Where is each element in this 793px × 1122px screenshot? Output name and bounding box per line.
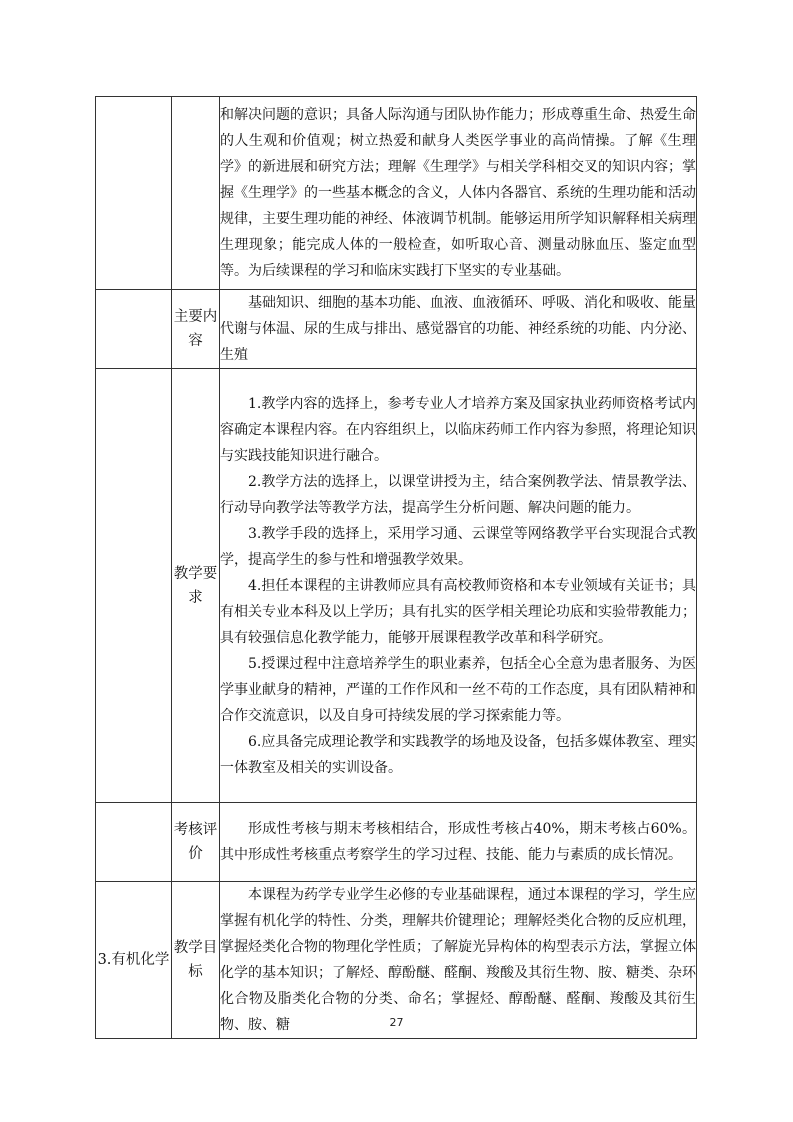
content-cell xyxy=(220,97,697,290)
row-label-main-content: 主要内容 xyxy=(172,290,220,369)
row-label-requirements: 教学要求 xyxy=(172,369,220,803)
table-row-requirements xyxy=(96,369,697,803)
requirement-item: 5.授课过程中注意培养学生的职业素养，包括全心全意为患者服务、为医学事业献身的精神，严谨的工作作风和一丝不苟的工作态度，具有团队精神和合作交流意识，以及自身可持续发展的学习探索能力等。 xyxy=(220,655,696,724)
requirement-item: 3.教学手段的选择上，采用学习通、云课堂等网络教学平台实现混合式教学，提高学生的参与性和增强教学效果。 xyxy=(220,525,696,568)
content-cell xyxy=(220,369,697,803)
requirement-item: 1.教学内容的选择上，参考专业人才培养方案及国家执业药师资格考试内容确定本课程内容。在内容组织上，以临床药师工作内容为参照，将理论知识与实践技能知识进行融合。 xyxy=(220,395,696,464)
goal-continuation-text: 和解决问题的意识；具备人际沟通与团队协作能力；形成尊重生命、热爱生命的人生观和价值观；树立热爱和献身人类医学事业的高尚情操。了解《生理学》的新进展和研究方法；理解《生理学》与相关学科相交叉的知识内容；掌握《生理学》的一些基本概念的含义，人体内各器官、系统的生理功能和活动规律，主要生理功能的神经、体液调节机制。能够运用所学知识解释相关病理生理现象；能完成人体的一般检查，如听取心音、测量动脉血压、鉴定血型等。为后续课程的学习和临床实践打下坚实的专业基础。 xyxy=(220,107,696,279)
subject-cell-empty xyxy=(96,369,172,803)
subject-cell-empty xyxy=(96,97,172,290)
page-number: 27 xyxy=(389,1016,404,1029)
requirement-item: 2.教学方法的选择上，以课堂讲授为主，结合案例教学法、情景教学法、行动导向教学法等教学方法，提高学生分析问题、解决问题的能力。 xyxy=(220,473,696,516)
course-table xyxy=(95,96,697,1039)
subject-cell-empty xyxy=(96,290,172,369)
row-label-teaching-goal: 教学目标 xyxy=(172,882,220,1039)
requirement-item: 6.应具备完成理论教学和实践教学的场地及设备，包括多媒体教室、理实一体教室及相关的实训设备。 xyxy=(220,733,696,776)
label-cell-empty xyxy=(172,97,220,290)
assessment-text: 形成性考核与期末考核相结合，形成性考核占40%，期末考核占60%。其中形成性考核重点考察学生的学习过程、技能、能力与素质的成长情况。 xyxy=(220,821,696,863)
content-cell xyxy=(220,290,697,369)
table-row-assessment xyxy=(96,803,697,882)
table-row-organic-chemistry xyxy=(96,882,697,1039)
subject-label-organic-chemistry: 3.有机化学 xyxy=(96,882,172,1039)
table-row-goal-continuation xyxy=(96,97,697,290)
table-row-main-content xyxy=(96,290,697,369)
content-cell xyxy=(220,882,697,1039)
teaching-goal-text: 本课程为药学专业学生必修的专业基础课程，通过本课程的学习，学生应掌握有机化学的特性、分类，理解共价键理论；理解烃类化合物的反应机理，掌握烃类化合物的物理化学性质；了解旋光异构体的构型表示方法，掌握立体化学的基本知识；了解烃、醇酚醚、醛酮、羧酸及其衍生物、胺、糖类、杂环化合物及脂类化合物的分类、命名；掌握烃、醇酚醚、醛酮、羧酸及其衍生物、胺、糖 xyxy=(220,887,696,1033)
content-cell xyxy=(220,803,697,882)
row-label-assessment: 考核评价 xyxy=(172,803,220,882)
main-content-text: 基础知识、细胞的基本功能、血液、血液循环、呼吸、消化和吸收、能量代谢与体温、尿的生成与排出、感觉器官的功能、神经系统的功能、内分泌、生殖 xyxy=(220,295,696,363)
requirement-item: 4.担任本课程的主讲教师应具有高校教师资格和本专业领域有关证书；具有相关专业本科及以上学历；具有扎实的医学相关理论功底和实验带教能力；具有较强信息化教学能力，能够开展课程教学改革和科学研究。 xyxy=(220,577,696,646)
subject-cell-empty xyxy=(96,803,172,882)
